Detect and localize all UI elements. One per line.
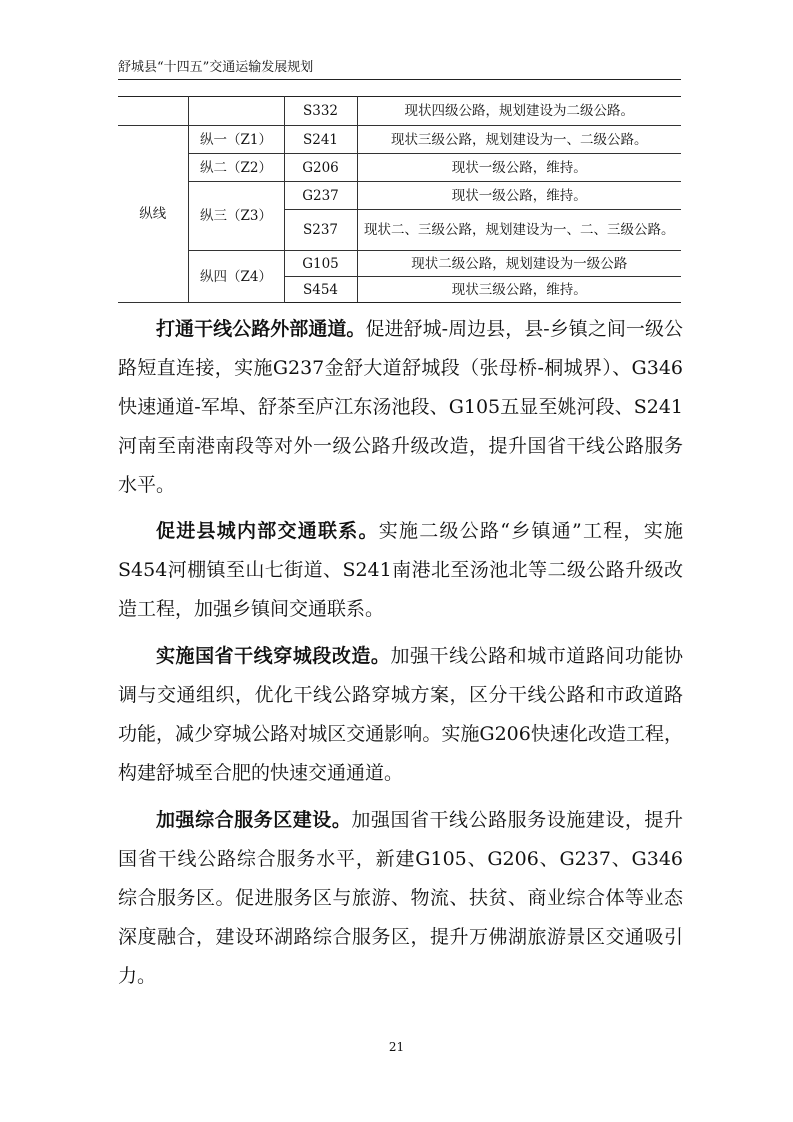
paragraph-urban-section [118,637,683,793]
paragraph-body: 实施二级公路“乡镇通”工程，实施S454河棚镇至山七街道、S241南港北至汤池北等二级公路升级改造工程，加强乡镇间交通联系。 [118,520,683,620]
table-row [118,251,681,277]
route-cell: 纵三（Z3） [188,182,284,251]
road-code-cell: G206 [284,154,357,182]
description-cell: 现状二、三级公路，规划建设为一、二、三级公路。 [357,210,681,251]
header-divider [118,79,681,80]
road-code-cell: S332 [284,97,357,126]
road-code-cell: G105 [284,251,357,277]
paragraph-heading: 加强综合服务区建设。 [156,809,352,831]
description-cell: 现状三级公路，规划建设为一、二级公路。 [357,126,681,154]
route-cell: 纵二（Z2） [188,154,284,182]
road-code-cell: S237 [284,210,357,251]
paragraph-heading: 实施国省干线穿城段改造。 [156,645,391,667]
road-code-cell: G237 [284,182,357,210]
description-cell: 现状三级公路，维持。 [357,277,681,303]
description-cell: 现状二级公路，规划建设为一级公路 [357,251,681,277]
route-cell [188,97,284,126]
paragraph-body: 加强国省干线公路服务设施建设，提升国省干线公路综合服务水平，新建G105、G206、G237、G346综合服务区。促进服务区与旅游、物流、扶贫、商业综合体等业态深度融合，建设环湖路综合服务区，提升万佛湖旅游景区交通吸引力。 [118,809,683,987]
description-cell: 现状一级公路，维持。 [357,182,681,210]
category-cell [118,97,188,126]
route-cell: 纵四（Z4） [188,251,284,303]
paragraph-heading: 打通干线公路外部通道。 [156,318,366,340]
paragraph-external-channels [118,310,683,505]
paragraph-internal-links [118,512,683,629]
page-number: 21 [388,1040,405,1054]
paragraph-body: 促进舒城-周边县，县-乡镇之间一级公路短直连接，实施G237金舒大道舒城段（张母桥-桐城界）、G346快速通道-军埠、舒茶至庐江东汤池段、G105五显至姚河段、S241河南至南港南段等对外一级公路升级改造，提升国省干线公路服务水平。 [118,318,683,496]
road-code-cell: S241 [284,126,357,154]
route-cell: 纵一（Z1） [188,126,284,154]
description-cell: 现状四级公路，规划建设为二级公路。 [357,97,681,126]
header-title: 舒城县“十四五”交通运输发展规划 [118,60,314,75]
paragraph-service-areas [118,801,683,996]
paragraph-body: 加强干线公路和城市道路间功能协调与交通组织，优化干线公路穿城方案，区分干线公路和市政道路功能，减少穿城公路对城区交通影响。实施G206快速化改造工程，构建舒城至合肥的快速交通通道。 [118,645,683,784]
road-code-cell: S454 [284,277,357,303]
table-row [118,154,681,182]
description-cell: 现状一级公路，维持。 [357,154,681,182]
road-table [118,96,681,303]
category-cell: 纵线 [118,126,188,303]
paragraph-heading: 促进县城内部交通联系。 [156,520,379,542]
table-row [118,126,681,154]
table-row [118,97,681,126]
table-row [118,182,681,210]
